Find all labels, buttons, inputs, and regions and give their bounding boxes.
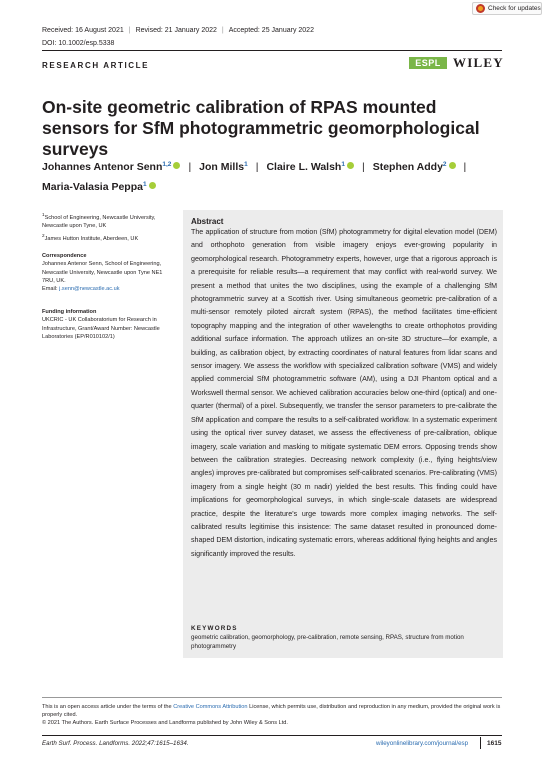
revised-date: Revised: 21 January 2022 [135,27,217,34]
page-number: 1615 [487,740,502,747]
affiliation-2: $^2$James Hutton Institute, Aberdeen, UK [42,233,139,242]
abstract-heading: Abstract [191,217,224,226]
footer-divider [480,737,481,749]
correspondence: Correspondence Johannes Antenor Senn, School of Engineering, Newcastle University, Newcastle upon Tyne NE1 7RU, UK. Email: j.senn@newcastle.ac.uk [42,253,163,293]
doi: DOI: 10.1002/esp.5338 [42,40,115,47]
license-link[interactable]: Creative Commons Attribution [173,704,248,710]
footer-rule [42,735,502,736]
header-rule [42,50,502,51]
author[interactable]: Jon Mills$^1$ [199,161,248,173]
article-title: On-site geometric calibration of RPAS mounted sensors for SfM photogrammetric geomorphological surveys [42,97,480,159]
email-link[interactable]: j.senn@newcastle.ac.uk [59,286,120,293]
orcid-icon[interactable] [347,162,354,169]
keywords-text: geometric calibration, geomorphology, pre-calibration, remote sensing, RPAS, structure from motion photogrammetry [191,634,464,650]
journal-website-link[interactable]: wileyonlinelibrary.com/journal/esp [376,740,469,747]
author[interactable]: Stephen Addy$^2$ [373,161,456,173]
orcid-icon[interactable] [149,182,156,189]
orcid-icon[interactable] [449,162,456,169]
author-list: Johannes Antenor Senn$^{1,2}$ | Jon Mills$^1$ | Claire L. Walsh$^1$ | Stephen Addy$^2$ | Maria-Valasia Peppa$^1$ [42,161,467,193]
author[interactable]: Claire L. Walsh$^1$ [266,161,354,173]
journal-citation: Earth Surf. Process. Landforms. 2022;47:1615–1634. [42,740,189,747]
funding-info: Funding information UKCRIC - UK Collaboratorium for Research in Infrastructure, Grant/Award Number: Newcastle Laboratories (EP/R010102/1) [42,309,160,340]
license-footnote: This is an open access article under the terms of the Creative Commons Attribution License, which permits use, distribution and reproduction in any medium, provided the original work is properly cited. © 2021 The Authors. Earth Surface Processes and Landforms published by John Wiley & Sons Ltd. [42,704,501,727]
abstract-text: The application of structure from motion (SfM) photogrammetry for digital elevation model (DEM) and orthophoto generation from visible imagery enjoys ever-growing popularity in geomorphological research. Photogrammetry experts, however, urge that a rigorous approach is a prerequisite for reliable results—a requirement that may conflict with real-world survey. We present a method that unites the two disciplines, using the example of a challenging SfM photogrammetric survey at a Scottish river. Using simultaneous geometric pre-calibration of a multi-sensor remotely piloted aircraft system (RPAS), the method facilitates time-efficient topography mapping and the integration of other wavelengths to create orthophotos providing additional surface information. The approach utilizes an on-site 3D structure—for example, a building, as calibration object, by extracting coordinates of natural features from lidar scans and sensor imagery. We assess the workflow with specialized calibration software (VMS) and widely applied commercial SfM photogrammetric software (AM), using a DJI Phantom optical and a Workswell thermal sensor. We achieved calibration accuracies below one-third (optical) and one-quarter (thermal) of a pixel. Subsequently, we transfer the sensor parameters to pre-calibrate the SfM application and compare the results to a self-calibrated workflow. In a systematic experiment using the optical river survey dataset, we assess the effectiveness of pre-calibration, oblique imagery, scale variation and masking to mitigate systematic DEM errors. Opposing trends show between the calibration strategies. Decreasing network complexity (i.e., flying heights/view angles) improves pre-calibrated but compromises self-calibrated scenarios. Pre-calibrating (VMS) imagery from a single height (30 m nadir) yielded the best results. This finding could have implications for geomorphological surveys, in which single-scale datasets are widespread practice, despite the literature's urge towards more complex imaging networks. The self-calibrated results legitimise this insistence: The same dataset resulted in pronounced dome-shaped DEM distortion, indicating systematic errors, whereas additional flying heights and angles significantly improved the results. [191,228,497,558]
author[interactable]: Johannes Antenor Senn$^{1,2}$ [42,161,180,173]
keywords-heading: KEYWORDS [191,625,238,632]
accepted-date: Accepted: 25 January 2022 [228,27,314,34]
dates-line: Received: 16 August 2021 | Revised: 21 January 2022 | Accepted: 25 January 2022 [42,27,314,34]
journal-badge[interactable]: ESPL [409,57,447,69]
publisher-logo[interactable]: WILEY [453,55,504,70]
section-label: RESEARCH ARTICLE [42,61,150,70]
correspondence-heading: Correspondence [42,253,87,259]
affiliation-1: $^1$School of Engineering, Newcastle University, Newcastle upon Tyne, UK [42,212,156,230]
crossmark-icon [476,4,485,13]
copyright-line: © 2021 The Authors. Earth Surface Processes and Landforms published by John Wiley & Sons Ltd. [42,720,288,727]
author[interactable]: Maria-Valasia Peppa$^1$ [42,181,156,193]
footnote-rule [42,697,502,698]
funding-heading: Funding information [42,309,97,315]
check-for-updates-button[interactable] [472,2,542,15]
orcid-icon[interactable] [173,162,180,169]
check-updates-label: Check for updates [488,5,541,12]
received-date: Received: 16 August 2021 [42,27,124,34]
